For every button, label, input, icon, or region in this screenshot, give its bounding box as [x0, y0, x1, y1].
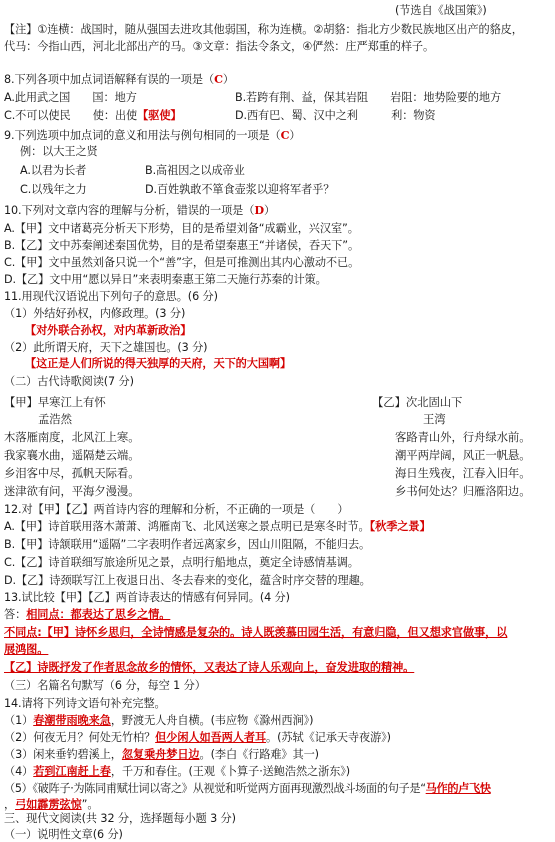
q14-item-5-suffix: ”。 — [81, 798, 99, 811]
poem-a-line-3: 乡泪客中尽，孤帆天际看。 — [4, 466, 140, 480]
q13-same-point: 相同点：都表达了思乡之情。 — [26, 608, 171, 621]
q13-same — [4, 608, 170, 622]
q12-option-a — [4, 520, 431, 534]
q9-answer: C — [280, 128, 290, 142]
q14-item-4-answer: 若到江南赶上春 — [33, 765, 111, 778]
notes-line-1: 【注】①连横：战国时，随从强国去进攻其他弱国，称为连横。②胡貉：指北方少数民族地区出产的貉皮， — [4, 23, 523, 36]
q14-item-1-answer: 春潮带雨晚来急 — [33, 714, 111, 727]
q8-stem — [4, 72, 234, 87]
section-modern-heading: 三、现代文阅读(共 32 分，选择题每小题 3 分) — [4, 812, 236, 825]
q14-item-1-prefix: （1） — [4, 714, 34, 727]
q14-item-2 — [4, 731, 391, 745]
q11-stem: 11.用现代汉语说出下列句子的意思。(6 分) — [4, 290, 218, 303]
q14-item-3-suffix: 。(李白《行路难》其一) — [199, 748, 319, 761]
q14-item-2-answer: 但少闲人如吾两人者耳 — [155, 731, 267, 744]
q9-option-d: D.百姓孰敢不箪食壶浆以迎将军者乎？ — [145, 183, 335, 196]
q14-item-5-cont — [4, 798, 98, 812]
q14-item-1-suffix: ，野渡无人舟自横。(韦应物《滁州西涧》) — [110, 714, 314, 727]
poem-a-title: 【甲】早寒江上有怀 — [4, 395, 106, 409]
q14-item-5 — [4, 782, 491, 796]
q8-close: ） — [222, 73, 234, 86]
q13-stem: 13.试比较【甲】【乙】两首诗表达的情感有何异同。(4 分) — [4, 591, 290, 604]
poem-a-author: 孟浩然 — [38, 412, 72, 426]
section-modern-sub: （一）说明性文章(6 分) — [4, 828, 123, 841]
q14-item-5-prefix: （5）《破阵子·为陈同甫赋壮词以寄之》从视觉和听觉两方面再现激烈战斗场面的句子是“ — [4, 782, 426, 795]
q10-stem-text: 10.下列对文章内容的理解与分析，错误的一项是（ — [4, 204, 255, 217]
q9-stem-text: 9.下列选项中加点词的意义和用法与例句相同的一项是（ — [4, 129, 281, 142]
q9-option-c: C.以残年之力 — [20, 183, 87, 196]
q12-option-c: C.【乙】诗首联细写旅途所见之景，点明行船地点，奠定全诗感情基调。 — [4, 556, 359, 569]
q14-item-2-prefix: （2）何夜无月？何处无竹柏？ — [4, 731, 156, 744]
poem-b-line-4: 乡书何处达？归雁洛阳边。 — [395, 484, 531, 498]
source-citation: (节选自《战国策》) — [395, 4, 487, 17]
q8-stem-text: 8.下列各项中加点词语解释有误的一项是（ — [4, 73, 215, 86]
section-poetry-heading: （二）古代诗歌阅读(7 分) — [4, 375, 134, 388]
q14-item-5-answer-2: 弓如霹雳弦惊 — [15, 798, 82, 811]
q10-answer: D — [254, 203, 264, 217]
q9-close: ） — [289, 129, 301, 142]
q14-item-3-prefix: （3）闲来垂钓碧溪上， — [4, 748, 122, 761]
q14-item-3 — [4, 748, 319, 762]
q9-option-b: B.高祖因之以成帝业 — [145, 164, 245, 177]
q9-example: 例：以大王之贤 — [20, 145, 98, 158]
q13-answer-label: 答： — [4, 608, 27, 621]
poem-b-line-2: 潮平两岸阔，风正一帆悬。 — [395, 448, 531, 462]
q10-option-c: C.【甲】文中虽然刘备只说一个“善”字，但是可推测出其内心激动不已。 — [4, 256, 360, 269]
poem-b-title: 【乙】次北固山下 — [372, 395, 463, 409]
q8-option-c-correction: 【驱使】 — [137, 109, 182, 122]
q10-close: ） — [263, 204, 276, 217]
q9-option-a: A.以君为长者 — [20, 164, 87, 177]
q12-option-a-text: A.【甲】诗首联用落木萧萧、鸿雁南飞、北风送寒之景点明已是寒冬时节。 — [4, 520, 370, 533]
q14-stem: 14.请将下列诗文语句补充完整。 — [4, 697, 166, 710]
q8-option-d: D.西有巴、蜀、汉中之利 利：物资 — [235, 109, 436, 122]
q11-sentence-1: （1）外结好孙权，内修政理。(3 分) — [4, 307, 186, 320]
q10-option-a: A.【甲】文中诸葛亮分析天下形势，目的是希望刘备“成霸业，兴汉室”。 — [4, 222, 359, 235]
q12-option-a-correction: 【秋季之景】 — [369, 520, 431, 533]
q12-option-d: D.【乙】诗颈联写江上夜退日出、冬去春来的变化，蕴含时序交替的理趣。 — [4, 574, 371, 587]
poem-b-line-1: 客路青山外，行舟绿水前。 — [395, 430, 531, 444]
q11-answer-2: 【这正是人们所说的得天独厚的天府，天下的大国啊】 — [25, 357, 292, 370]
q14-item-4-prefix: （4） — [4, 765, 34, 778]
q8-option-b: B.若跨有荆、益，保其岩阻 岩阻：地势险要的地方 — [235, 91, 502, 104]
section-recitation-heading: （三）名篇名句默写（6 分，每空 1 分） — [4, 679, 206, 692]
q14-item-1 — [4, 714, 313, 728]
q11-sentence-2: （2）此所谓天府，天下之雄国也。(3 分) — [4, 341, 208, 354]
q13-difference-2: 展鸿图。 — [4, 643, 49, 656]
q10-option-d: D.【乙】文中用“愿以异日”来表明秦惠王第二天施行苏秦的计策。 — [4, 273, 327, 286]
q8-answer: C — [214, 72, 223, 86]
poem-b-author: 王湾 — [423, 412, 446, 426]
q13-poem-b-answer: 【乙】诗既抒发了作者思念故乡的情怀，又表达了诗人乐观向上，奋发进取的精神。 — [4, 661, 415, 674]
q12-stem: 12.对【甲】【乙】两首诗内容的理解和分析，不正确的一项是（ ） — [4, 503, 349, 516]
poem-a-line-1: 木落雁南度，北风江上寒。 — [4, 430, 140, 444]
notes-line-2: 代马：今指山西，河北北部出产的马。③文章：指法令条文，④俨然：庄严郑重的样子。 — [4, 40, 435, 53]
poem-a-line-4: 迷津欲有问，平海夕漫漫。 — [4, 484, 140, 498]
q14-item-4-suffix: ，千万和春住。(王观《卜算子·送鲍浩然之浙东》) — [110, 765, 351, 778]
q8-option-c — [4, 109, 182, 123]
q8-option-a: A.此用武之国 国：地方 — [4, 91, 137, 104]
q14-item-4 — [4, 765, 350, 779]
q14-item-3-answer: 忽复乘舟梦日边 — [121, 748, 200, 761]
q13-difference-1: 不同点:【甲】诗怀乡思归，全诗情感是复杂的。诗人既羡慕田园生活，有意归隐，但又想求官做事，以 — [4, 626, 508, 639]
q11-answer-1: 【对外联合孙权，对内革新政治】 — [25, 324, 192, 337]
q8-option-c-text: C.不可以使民 使：出使 — [4, 109, 138, 122]
q10-option-b: B.【乙】文中苏秦阐述秦国优势，目的是希望秦惠王“并诸侯，吞天下”。 — [4, 239, 360, 252]
q10-stem — [4, 203, 275, 218]
poem-a-line-2: 我家襄水曲，遥隔楚云端。 — [4, 448, 140, 462]
q9-stem — [4, 128, 300, 143]
q14-item-5-sep: ， — [4, 798, 16, 811]
q14-item-2-suffix: 。(苏轼《记承天寺夜游》) — [266, 731, 391, 744]
q14-item-5-answer-1: 马作的卢飞快 — [425, 782, 491, 795]
poem-b-line-3: 海日生残夜，江春入旧年。 — [395, 466, 531, 480]
q12-option-b: B.【甲】诗颔联用“遥隔”二字表明作者远离家乡，因山川阻隔，不能归去。 — [4, 538, 371, 551]
